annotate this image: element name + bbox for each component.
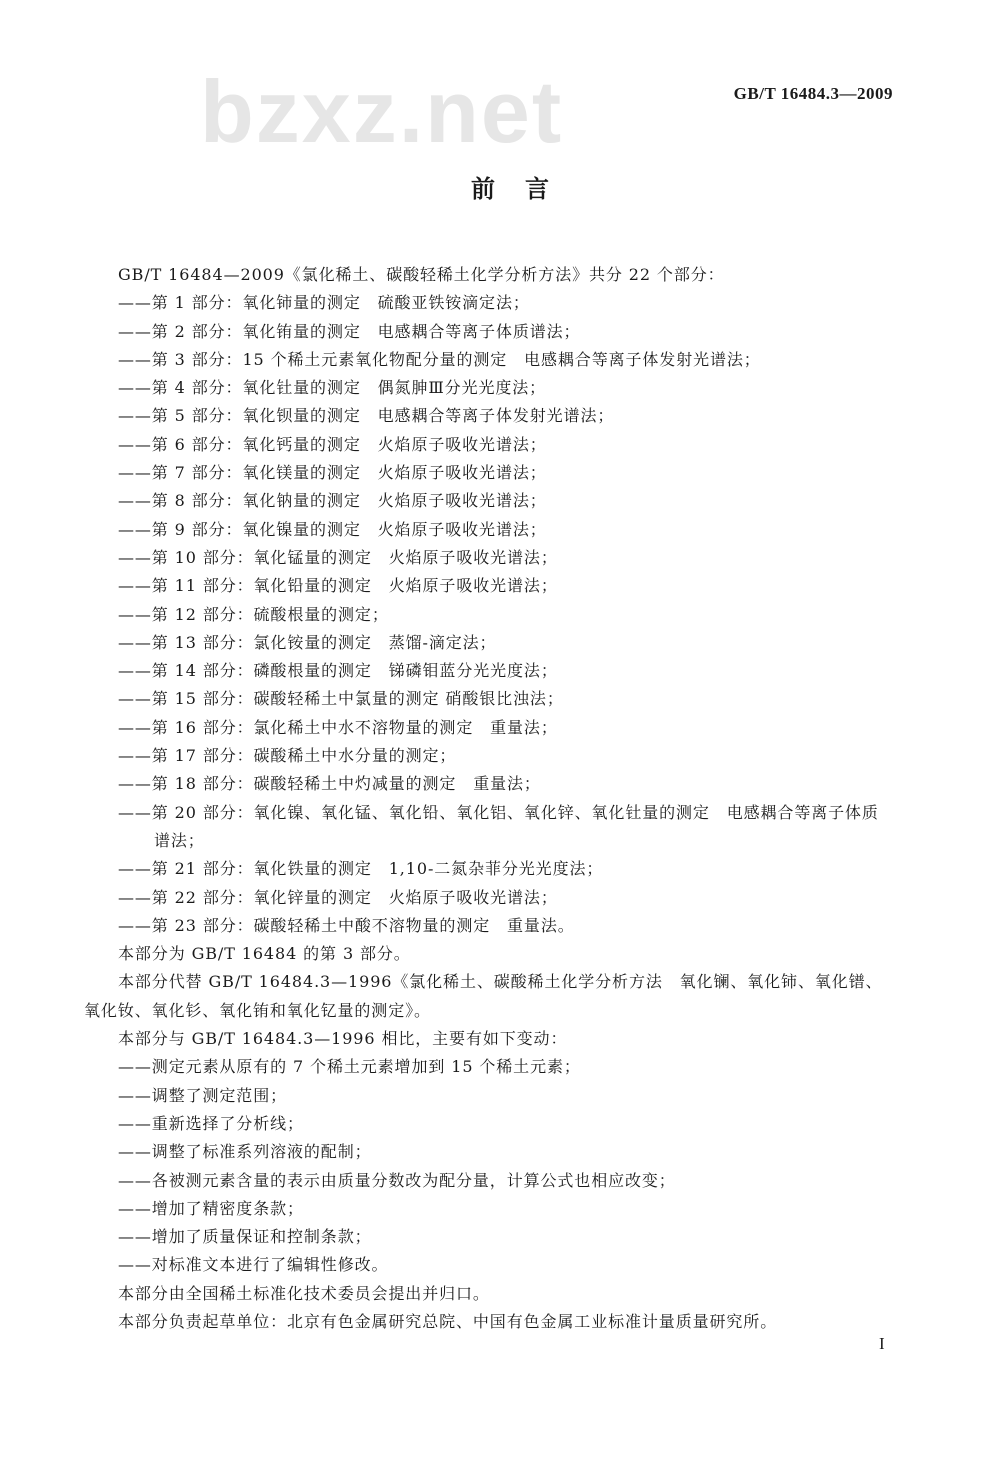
list-item: ——第 16 部分：氯化稀土中水不溶物量的测定 重量法； (118, 717, 558, 737)
list-item: ——第 15 部分：碳酸轻稀土中氯量的测定 硝酸银比浊法； (118, 689, 564, 709)
list-item: ——第 5 部分：氧化钡量的测定 电感耦合等离子体发射光谱法； (118, 406, 615, 426)
list-item: ——对标准文本进行了编辑性修改。 (118, 1255, 389, 1275)
intro-paragraph: GB/T 16484—2009《氯化稀土、碳酸轻稀土化学分析方法》共分 22 个部分： (118, 265, 725, 284)
list-item: ——第 9 部分：氧化镍量的测定 火焰原子吸收光谱法； (118, 519, 547, 539)
changes-list (84, 1053, 904, 1279)
list-item: ——第 17 部分：碳酸稀土中水分量的测定； (118, 746, 457, 766)
this-part-paragraph: 本部分为 GB/T 16484 的第 3 部分。 (118, 944, 411, 964)
list-item: ——第 18 部分：碳酸轻稀土中灼减量的测定 重量法； (118, 774, 541, 794)
replaces-paragraph: 本部分代替 GB/T 16484.3—1996《氯化稀土、碳酸稀土化学分析方法 氧化镧、氧化铈、氧化镨、 (118, 972, 883, 992)
list-item: ——增加了精密度条款； (118, 1198, 304, 1218)
list-item: ——第 2 部分：氧化铕量的测定 电感耦合等离子体质谱法； (118, 321, 581, 341)
list-item: ——第 23 部分：碳酸轻稀土中酸不溶物量的测定 重量法。 (118, 915, 575, 935)
list-item: ——第 3 部分：15 个稀土元素氧化物配分量的测定 电感耦合等离子体发射光谱法； (118, 349, 761, 369)
page-number: I (879, 1334, 885, 1353)
list-item: ——第 4 部分：氧化钍量的测定 偶氮胂Ⅲ分光光度法； (118, 378, 547, 398)
list-item: ——测定元素从原有的 7 个稀土元素增加到 15 个稀土元素； (118, 1057, 581, 1077)
list-item: ——调整了测定范围； (118, 1085, 288, 1105)
list-item: ——第 21 部分：氧化铁量的测定 1,10-二氮杂菲分光光度法； (118, 859, 604, 879)
proposed-by-paragraph: 本部分由全国稀土标准化技术委员会提出并归口。 (118, 1283, 490, 1303)
list-item: ——第 6 部分：氧化钙量的测定 火焰原子吸收光谱法； (118, 434, 547, 454)
list-item: ——第 13 部分：氯化铵量的测定 蒸馏-滴定法； (118, 632, 497, 652)
list-item: ——第 11 部分：氧化铅量的测定 火焰原子吸收光谱法； (118, 576, 558, 596)
list-item: ——第 1 部分：氧化铈量的测定 硫酸亚铁铵滴定法； (118, 293, 530, 313)
list-item: ——第 22 部分：氧化锌量的测定 火焰原子吸收光谱法； (118, 887, 558, 907)
watermark: bzxz.net (200, 62, 564, 161)
list-item: ——第 12 部分：硫酸根量的测定； (118, 604, 389, 624)
replaces-paragraph-continuation: 氧化钕、氧化钐、氧化铕和氧化钇量的测定》。 (84, 1000, 431, 1020)
parts-list (84, 289, 904, 798)
list-item: ——第 14 部分：磷酸根量的测定 锑磷钼蓝分光光度法； (118, 661, 558, 681)
list-item-continuation: 谱法； (154, 830, 205, 850)
list-item: ——第 20 部分：氧化镍、氧化锰、氧化铅、氧化铝、氧化锌、氧化钍量的测定 电感耦合等离子体质 (118, 802, 879, 822)
list-item: ——重新选择了分析线； (118, 1113, 304, 1133)
drafted-by-paragraph: 本部分负责起草单位：北京有色金属研究总院、中国有色金属工业标准计量质量研究所。 (118, 1311, 778, 1331)
page-title: 前言 (471, 175, 579, 203)
list-item: ——第 10 部分：氧化锰量的测定 火焰原子吸收光谱法； (118, 547, 558, 567)
list-item: ——调整了标准系列溶液的配制； (118, 1142, 372, 1162)
parts-list-continued (84, 855, 904, 940)
list-item: ——各被测元素含量的表示由质量分数改为配分量，计算公式也相应改变； (118, 1170, 676, 1190)
document-body (84, 261, 904, 1336)
list-item: ——第 7 部分：氧化镁量的测定 火焰原子吸收光谱法； (118, 463, 547, 483)
changes-intro: 本部分与 GB/T 16484.3—1996 相比，主要有如下变动： (118, 1029, 568, 1049)
list-item: ——增加了质量保证和控制条款； (118, 1227, 372, 1247)
list-item: ——第 8 部分：氧化钠量的测定 火焰原子吸收光谱法； (118, 491, 547, 511)
standard-code: GB/T 16484.3—2009 (733, 84, 893, 103)
